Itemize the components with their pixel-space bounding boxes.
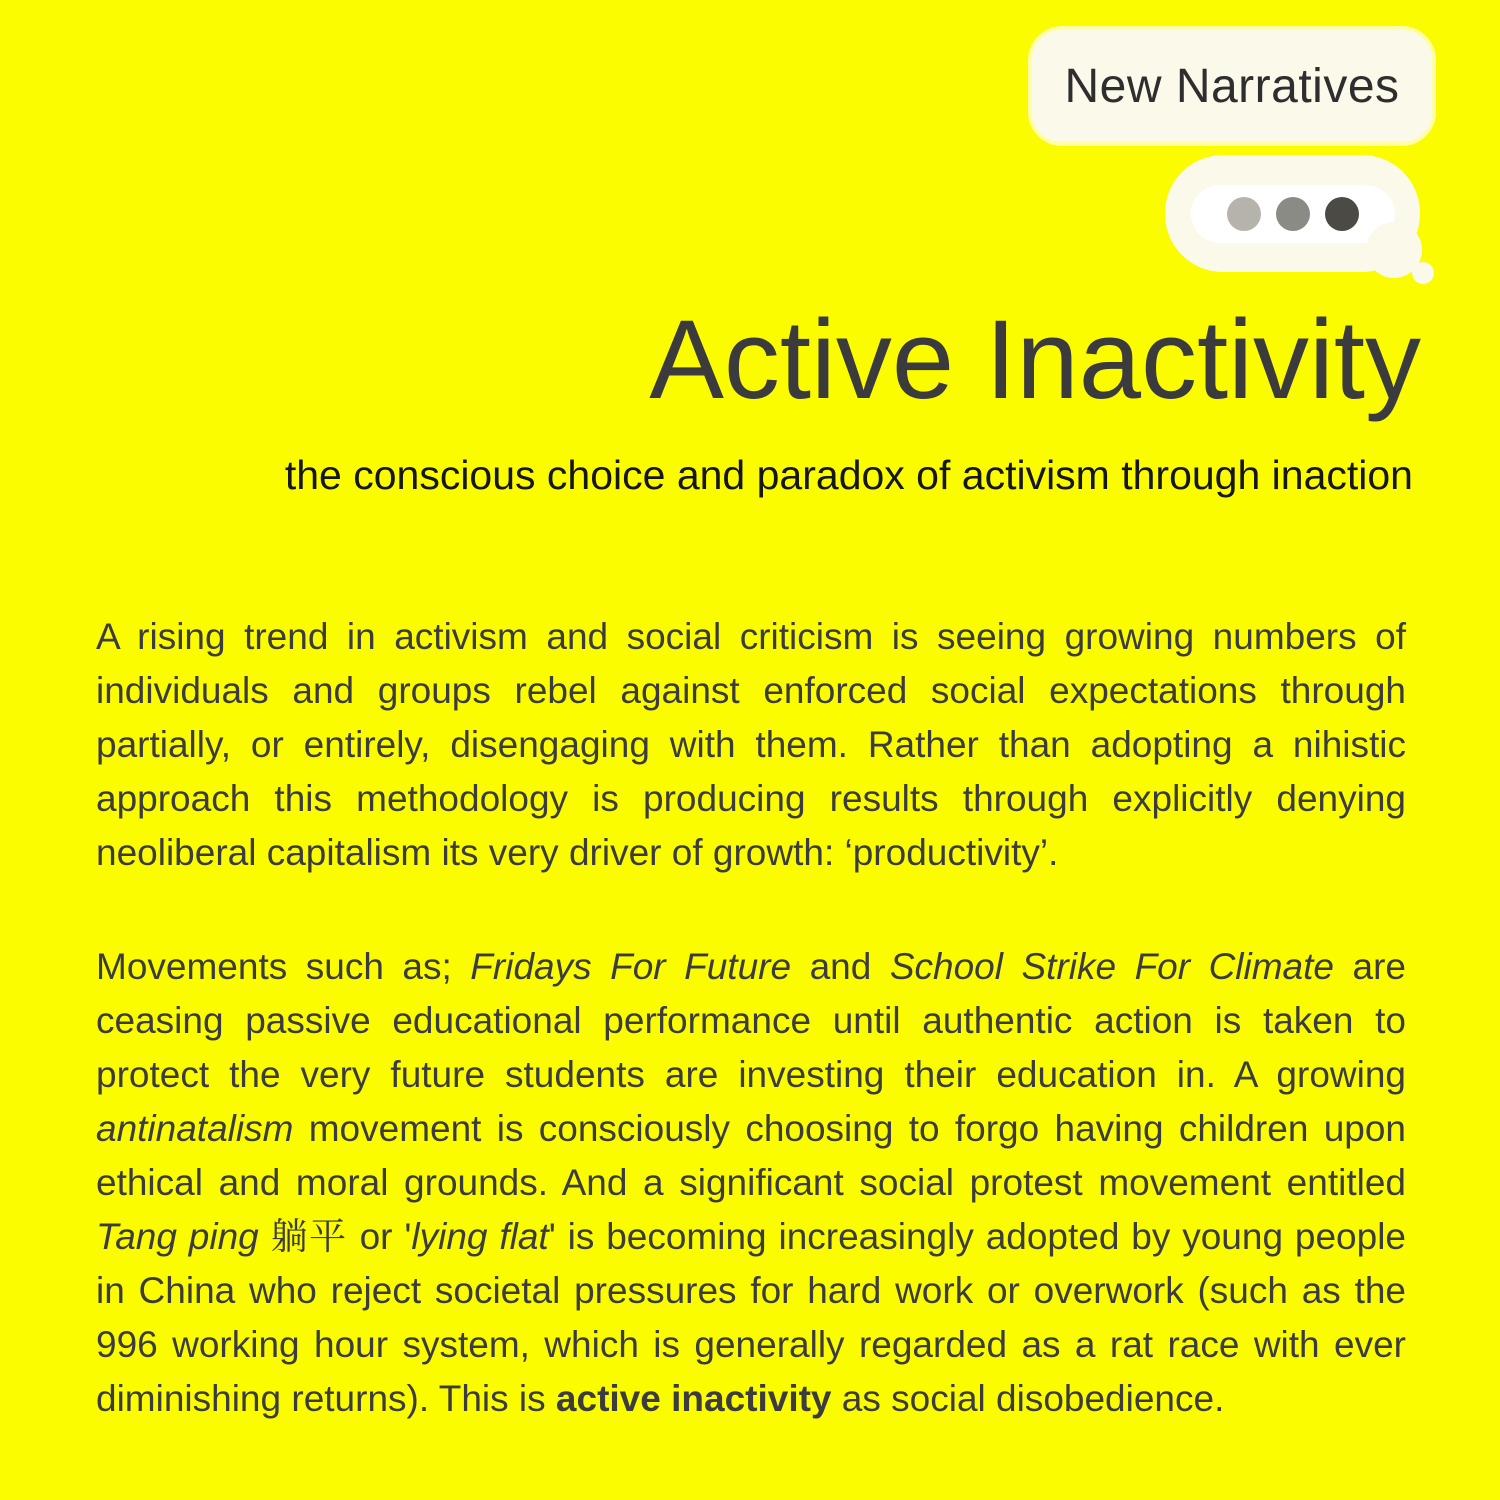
- typing-dot-icon: [1276, 197, 1310, 231]
- body-paragraphs: [96, 610, 1406, 1426]
- typing-dot-icon: [1325, 197, 1359, 231]
- paragraph: Movements such as; Fridays For Future and School Strike For Climate are ceasing passive educational performance until authentic action is taken to protect the very future students are investing their education in. A growing antinatalism movement is consciously choosing to forgo having children upon ethical and moral grounds. And a significant social protest movement entitled Tang ping 躺平 or 'lying flat' is becoming increasingly adopted by young people in China who reject societal pressures for hard work or overwork (such as the 996 working hour system, which is generally regarded as a rat race with ever diminishing returns). This is active inactivity as social disobedience.: [96, 946, 1406, 1419]
- typing-dot-icon: [1227, 197, 1261, 231]
- brand-bubble: [1032, 30, 1432, 142]
- typing-bubble-tail-icon: [1412, 262, 1434, 284]
- paragraph: A rising trend in activism and social criticism is seeing growing numbers of individuals and groups rebel against enforced social expectations through partially, or entirely, disengaging with them. Rather than adopting a nihistic approach this methodology is producing results through explicitly denying neoliberal capitalism its very driver of growth: ‘productivity’.: [96, 616, 1406, 873]
- typing-dots-icon: [1227, 197, 1359, 231]
- brand-bubble-label: New Narratives: [1064, 59, 1400, 113]
- page-subtitle: the conscious choice and paradox of activism through inaction: [284, 452, 1413, 498]
- typing-indicator-bubble: [1165, 155, 1420, 272]
- page-title: Active Inactivity: [649, 297, 1421, 422]
